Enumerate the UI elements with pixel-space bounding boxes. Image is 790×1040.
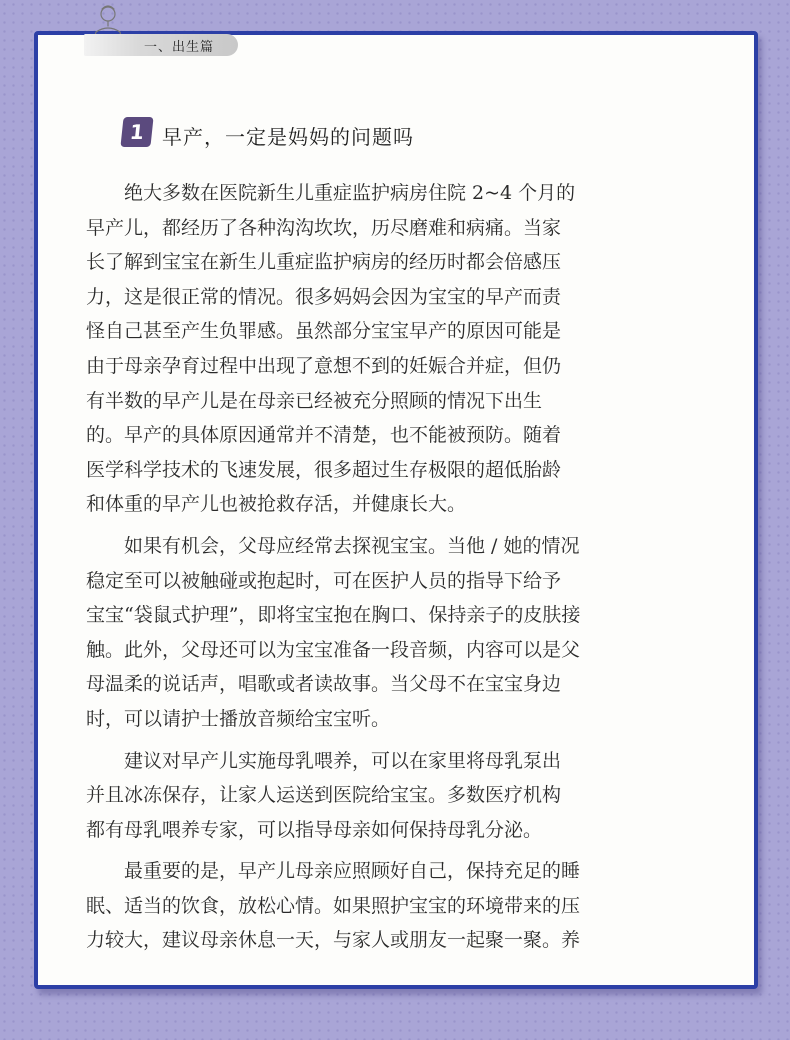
section-title: 早产，一定是妈妈的问题吗 bbox=[162, 125, 414, 149]
text-line: 和体重的早产儿也被抢救存活，并健康长大。 bbox=[86, 493, 467, 516]
text-line: 建议对早产儿实施母乳喂养，可以在家里将母乳泵出 bbox=[86, 749, 562, 772]
text-line: 长了解到宝宝在新生儿重症监护病房的经历时都会倍感压 bbox=[86, 251, 562, 274]
text-line: 力，这是很正常的情况。很多妈妈会因为宝宝的早产而责 bbox=[86, 285, 562, 308]
text-line: 眠、适当的饮食，放松心情。如果照护宝宝的环境带来的压 bbox=[86, 894, 581, 917]
text-line: 稳定至可以被触碰或抱起时，可在医护人员的指导下给予 bbox=[86, 569, 562, 592]
text-line: 时，可以请护士播放音频给宝宝听。 bbox=[86, 707, 391, 730]
text-line: 如果有机会，父母应经常去探视宝宝。当他 / 她的情况 bbox=[86, 534, 580, 557]
text-line: 母温柔的说话声，唱歌或者读故事。当父母不在宝宝身边 bbox=[86, 673, 562, 696]
text-line: 的。早产的具体原因通常并不清楚，也不能被预防。随着 bbox=[86, 424, 562, 447]
text-line: 都有母乳喂养专家，可以指导母亲如何保持母乳分泌。 bbox=[86, 818, 543, 841]
paragraph bbox=[86, 529, 606, 737]
text-line: 力较大，建议母亲休息一天，与家人或朋友一起聚一聚。养 bbox=[86, 929, 581, 952]
paragraph bbox=[86, 854, 606, 958]
article-body bbox=[86, 176, 606, 958]
chapter-label: 一、出生篇 bbox=[144, 40, 215, 55]
text-line: 触。此外，父母还可以为宝宝准备一段音频，内容可以是父 bbox=[86, 638, 581, 661]
paragraph bbox=[86, 744, 606, 848]
text-line: 有半数的早产儿是在母亲已经被充分照顾的情况下出生 bbox=[86, 389, 543, 412]
text-line: 医学科学技术的飞速发展，很多超过生存极限的超低胎龄 bbox=[86, 458, 562, 481]
text-line: 由于母亲孕育过程中出现了意想不到的妊娠合并症，但仍 bbox=[86, 354, 562, 377]
text-line: 早产儿，都经历了各种沟沟坎坎，历尽磨难和病痛。当家 bbox=[86, 216, 562, 239]
text-line: 并且冰冻保存，让家人运送到医院给宝宝。多数医疗机构 bbox=[86, 784, 562, 807]
paragraph bbox=[86, 176, 606, 522]
text-line: 绝大多数在医院新生儿重症监护病房住院 2~4 个月的 bbox=[86, 182, 576, 204]
text-line: 怪自己甚至产生负罪感。虽然部分宝宝早产的原因可能是 bbox=[86, 320, 562, 343]
section-number-badge: 1 bbox=[120, 117, 153, 147]
text-line: 最重要的是，早产儿母亲应照顾好自己，保持充足的睡 bbox=[86, 860, 581, 883]
text-line: 宝宝“袋鼠式护理”，即将宝宝抱在胸口、保持亲子的皮肤接 bbox=[86, 604, 581, 627]
